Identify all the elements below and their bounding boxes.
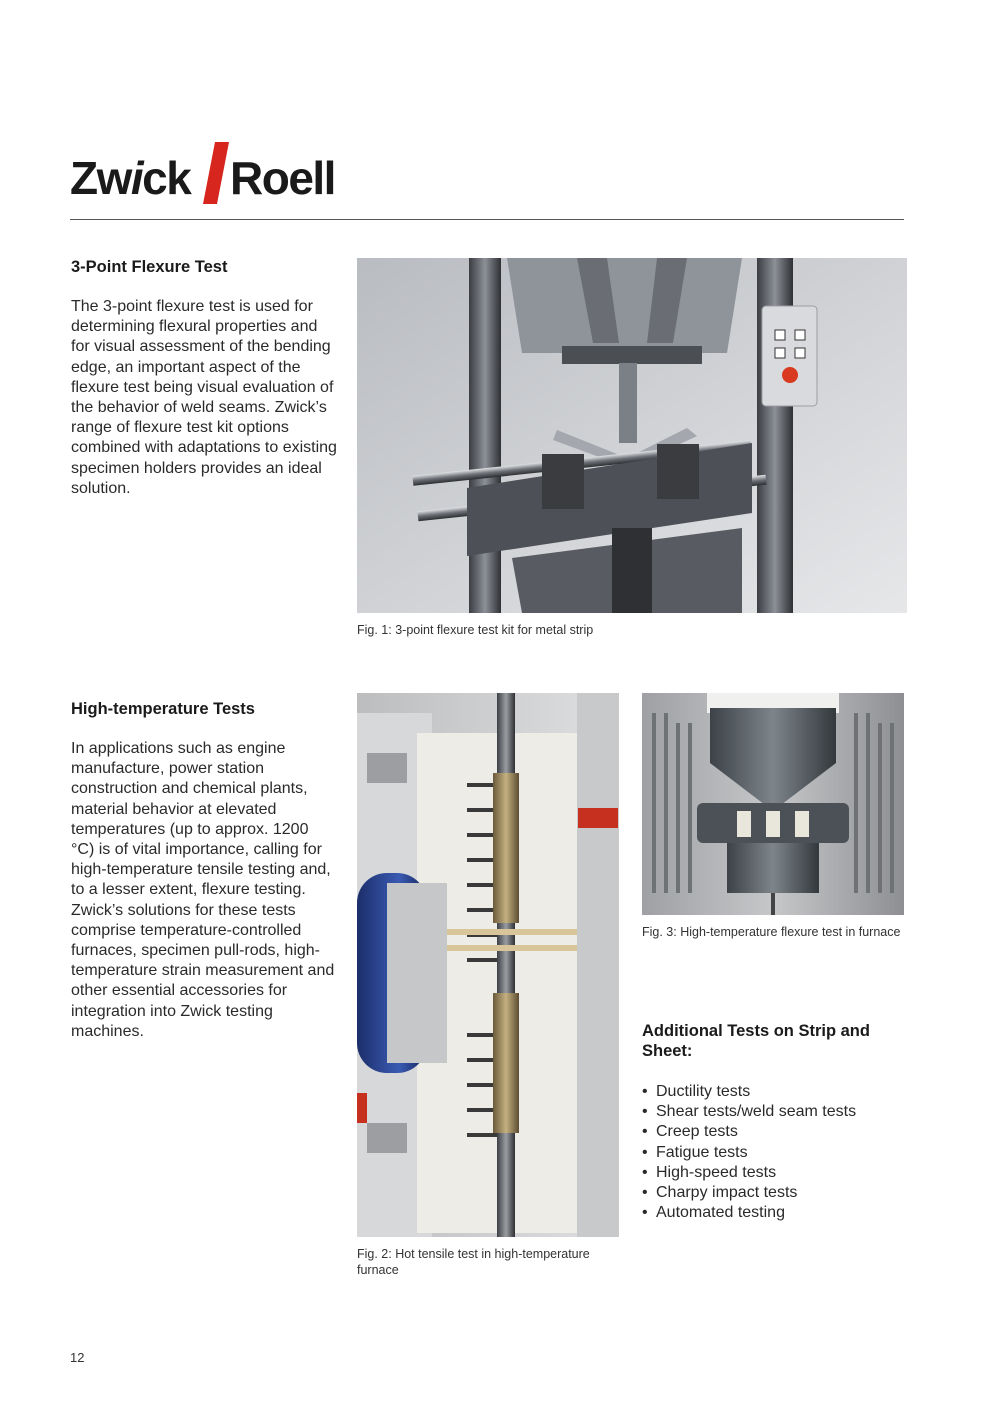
list-item: • Fatigue tests: [642, 1143, 748, 1161]
figure-2-caption: Fig. 2: Hot tensile test in high-temperature furnace: [357, 1247, 590, 1277]
page-number: 12: [70, 1350, 85, 1365]
list-item: • Charpy impact tests: [642, 1184, 798, 1202]
figure-2-photo: [357, 693, 619, 1237]
header-divider: [70, 219, 904, 220]
list-item: • Ductility tests: [642, 1083, 751, 1100]
list-item: • Shear tests/weld seam tests: [642, 1103, 857, 1121]
list-item: • High-speed tests: [642, 1163, 777, 1181]
figure-1-caption: Fig. 1: 3-point flexure test kit for metal strip: [357, 623, 594, 637]
logo-text-roell: Roell: [230, 152, 335, 204]
section-heading-additional-tests: Additional Tests on Strip and Sheet:: [642, 1022, 870, 1060]
zwick-roell-logo: [70, 140, 350, 206]
figure-3-caption: Fig. 3: High-temperature flexure test in furnace: [642, 925, 901, 939]
figure-1-photo: [357, 258, 907, 613]
list-item: • Creep tests: [642, 1123, 738, 1141]
list-item: • Automated testing: [642, 1204, 785, 1222]
figure-3-photo: [642, 693, 904, 915]
section-body-high-temperature: In applications such as engine manufacture, power station construction and chemical plants, material behavior at elevated temperatures (up to approx. 1200 °C) is of vital importance, calling for high-temperature tensile testing and, to a lesser extent, flexure testing. Zwick’s solutions for these tests comprise temperature-controlled furnaces, specimen pull-rods, high-temperature strain measurement and other essential accessories for integration into Zwick testing machines.: [71, 740, 335, 1040]
section-body-flexure: The 3-point flexure test is used for determining flexural properties and for visual assessment of the bending edge, an important aspect of the flexure test being visual evaluation of the behavior of weld seams. Zwick’s range of flexure test kit options combined with adaptations to existing specimen holders provides an ideal solution.: [71, 298, 337, 497]
logo-text-zwick: Zwick: [70, 152, 191, 204]
section-heading-high-temperature: High-temperature Tests: [71, 700, 255, 718]
logo-slash-icon: [203, 142, 229, 204]
additional-tests-list: [642, 1082, 904, 1223]
section-heading-flexure: 3-Point Flexure Test: [71, 258, 228, 276]
